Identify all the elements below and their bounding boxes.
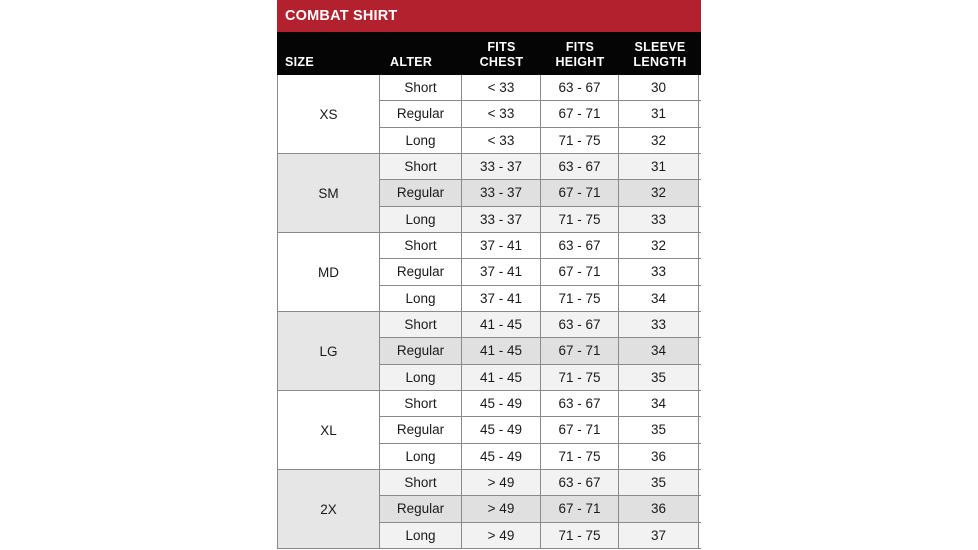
alter-cell: Short xyxy=(380,470,462,495)
table-row xyxy=(380,523,701,548)
sleeve-cell: 36 xyxy=(619,444,699,469)
height-cell: 71 - 75 xyxy=(541,286,619,311)
alter-cell: Short xyxy=(380,312,462,337)
alter-cell: Long xyxy=(380,444,462,469)
chest-cell: 41 - 45 xyxy=(462,312,541,337)
alter-cell: Regular xyxy=(380,496,462,521)
sleeve-cell: 34 xyxy=(619,286,699,311)
size-group-xs xyxy=(277,75,701,154)
height-cell: 67 - 71 xyxy=(541,101,619,126)
sleeve-cell: 30 xyxy=(619,75,699,100)
chest-cell: 33 - 37 xyxy=(462,180,541,205)
size-label: LG xyxy=(277,312,380,390)
sleeve-cell: 32 xyxy=(619,233,699,258)
chest-cell: 45 - 49 xyxy=(462,444,541,469)
chest-cell: < 33 xyxy=(462,75,541,100)
alter-cell: Long xyxy=(380,523,462,548)
header-size: SIZE xyxy=(285,55,314,69)
chest-cell: 41 - 45 xyxy=(462,338,541,363)
header-alter: ALTER xyxy=(390,55,433,69)
header-fits-chest-line1: FITS xyxy=(487,40,516,54)
table-row xyxy=(380,470,701,496)
height-cell: 71 - 75 xyxy=(541,207,619,232)
alter-cell: Short xyxy=(380,391,462,416)
alter-cell: Regular xyxy=(380,180,462,205)
chest-cell: 37 - 41 xyxy=(462,286,541,311)
table-row xyxy=(380,259,701,285)
chest-cell: > 49 xyxy=(462,470,541,495)
chest-cell: 45 - 49 xyxy=(462,391,541,416)
sleeve-cell: 37 xyxy=(619,523,699,548)
height-cell: 71 - 75 xyxy=(541,523,619,548)
alter-cell: Long xyxy=(380,207,462,232)
alter-cell: Long xyxy=(380,286,462,311)
header-sleeve-length xyxy=(619,32,701,75)
height-cell: 67 - 71 xyxy=(541,496,619,521)
table-row xyxy=(380,391,701,417)
chest-cell: 33 - 37 xyxy=(462,207,541,232)
sleeve-cell: 33 xyxy=(619,259,699,284)
table-row xyxy=(380,286,701,311)
sleeve-cell: 34 xyxy=(619,338,699,363)
height-cell: 71 - 75 xyxy=(541,365,619,390)
table-row xyxy=(380,312,701,338)
header-fits-height-line2: HEIGHT xyxy=(555,55,605,69)
alter-cell: Regular xyxy=(380,259,462,284)
size-group-sm xyxy=(277,154,701,233)
size-group-2x xyxy=(277,470,701,549)
alter-cell: Regular xyxy=(380,101,462,126)
size-label: MD xyxy=(277,233,380,311)
table-row xyxy=(380,128,701,153)
height-cell: 63 - 67 xyxy=(541,470,619,495)
table-row xyxy=(380,365,701,390)
alter-cell: Regular xyxy=(380,338,462,363)
size-group-lg xyxy=(277,312,701,391)
height-cell: 67 - 71 xyxy=(541,259,619,284)
sleeve-cell: 32 xyxy=(619,128,699,153)
height-cell: 71 - 75 xyxy=(541,128,619,153)
table-row xyxy=(380,496,701,522)
chest-cell: 41 - 45 xyxy=(462,365,541,390)
sleeve-cell: 32 xyxy=(619,180,699,205)
chest-cell: > 49 xyxy=(462,523,541,548)
alter-cell: Long xyxy=(380,365,462,390)
height-cell: 71 - 75 xyxy=(541,444,619,469)
size-label: 2X xyxy=(277,470,380,548)
alter-cell: Regular xyxy=(380,417,462,442)
sleeve-cell: 35 xyxy=(619,417,699,442)
alter-cell: Short xyxy=(380,154,462,179)
table-row xyxy=(380,338,701,364)
chest-cell: 33 - 37 xyxy=(462,154,541,179)
table-row xyxy=(380,154,701,180)
height-cell: 67 - 71 xyxy=(541,417,619,442)
sleeve-cell: 33 xyxy=(619,207,699,232)
alter-cell: Short xyxy=(380,233,462,258)
header-fits-chest xyxy=(462,32,541,75)
alter-cell: Long xyxy=(380,128,462,153)
sleeve-cell: 31 xyxy=(619,154,699,179)
sleeve-cell: 35 xyxy=(619,470,699,495)
size-chart xyxy=(277,0,701,550)
header-sleeve-length-line2: LENGTH xyxy=(633,55,687,69)
size-group-xl xyxy=(277,391,701,470)
table-row xyxy=(380,417,701,443)
sleeve-cell: 36 xyxy=(619,496,699,521)
table-body xyxy=(277,75,701,549)
header-fits-chest-line2: CHEST xyxy=(479,55,524,69)
sleeve-cell: 35 xyxy=(619,365,699,390)
table-row xyxy=(380,180,701,206)
alter-cell: Short xyxy=(380,75,462,100)
chart-title: COMBAT SHIRT xyxy=(277,0,701,32)
height-cell: 63 - 67 xyxy=(541,233,619,258)
size-group-md xyxy=(277,233,701,312)
size-label: XS xyxy=(277,75,380,153)
header-fits-height-line1: FITS xyxy=(565,40,595,54)
chest-cell: 45 - 49 xyxy=(462,417,541,442)
height-cell: 67 - 71 xyxy=(541,180,619,205)
height-cell: 67 - 71 xyxy=(541,338,619,363)
header-sleeve-length-line1: SLEEVE xyxy=(634,40,686,54)
height-cell: 63 - 67 xyxy=(541,312,619,337)
chest-cell: 37 - 41 xyxy=(462,259,541,284)
size-label: XL xyxy=(277,391,380,469)
header-fits-height xyxy=(541,32,619,75)
table-row xyxy=(380,233,701,259)
chest-cell: > 49 xyxy=(462,496,541,521)
height-cell: 63 - 67 xyxy=(541,75,619,100)
table-header xyxy=(277,32,701,75)
chest-cell: 37 - 41 xyxy=(462,233,541,258)
sleeve-cell: 31 xyxy=(619,101,699,126)
height-cell: 63 - 67 xyxy=(541,154,619,179)
sleeve-cell: 33 xyxy=(619,312,699,337)
chest-cell: < 33 xyxy=(462,101,541,126)
chest-cell: < 33 xyxy=(462,128,541,153)
table-row xyxy=(380,75,701,101)
table-row xyxy=(380,444,701,469)
sleeve-cell: 34 xyxy=(619,391,699,416)
table-row xyxy=(380,101,701,127)
table-row xyxy=(380,207,701,232)
size-label: SM xyxy=(277,154,380,232)
height-cell: 63 - 67 xyxy=(541,391,619,416)
